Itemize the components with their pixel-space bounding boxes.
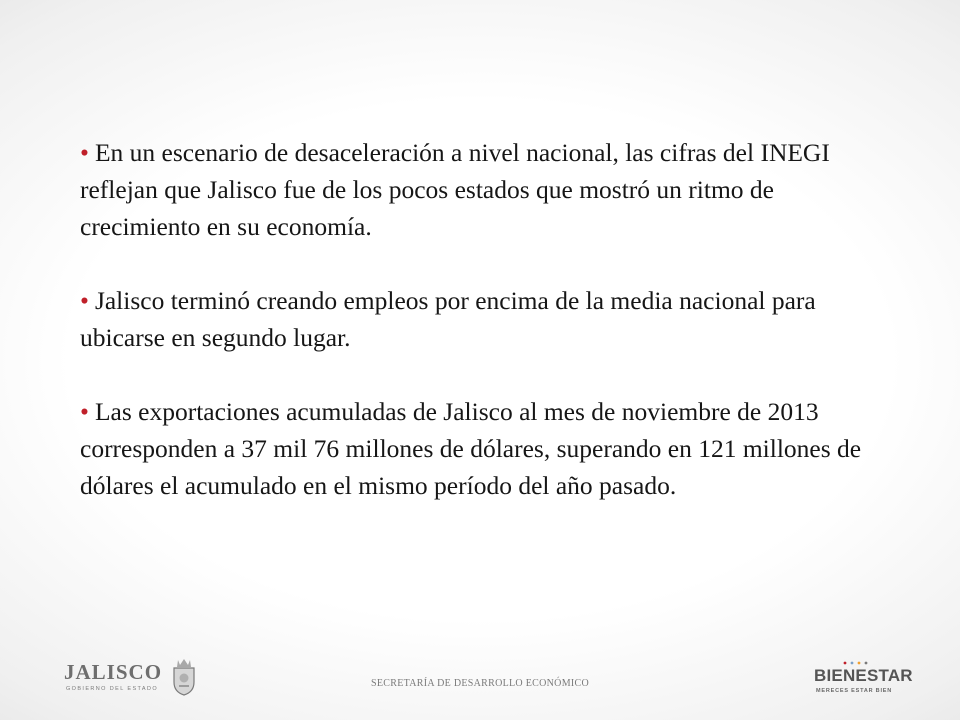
bullet-list [80, 134, 880, 541]
bullet-text: Jalisco terminó creando empleos por encima de la media nacional para ubicarse en segundo lugar. [80, 286, 816, 352]
bullet-item [80, 134, 880, 245]
jalisco-logo-subtitle: GOBIERNO DEL ESTADO [66, 686, 159, 692]
bullet-text: Las exportaciones acumuladas de Jalisco al mes de noviembre de 2013 corresponden a 37 mil 76 millones de dólares, superando en 121 millones de dólares el acumulado en el mismo período del año pasado. [80, 397, 862, 500]
bullet-item [80, 282, 880, 356]
bullet-item [80, 393, 880, 504]
coat-of-arms-icon [170, 656, 198, 696]
footer [0, 648, 960, 710]
bienestar-logo [812, 656, 912, 696]
bienestar-logo-subtitle: MERECES ESTAR BIEN [816, 688, 893, 694]
bullet-marker: • [80, 397, 89, 426]
jalisco-logo-name: JALISCO [64, 660, 163, 684]
bullet-text: En un escenario de desaceleración a nivel nacional, las cifras del INEGI reflejan que Jalisco fue de los pocos estados que mostró un ritmo de crecimiento en su economía. [80, 138, 830, 241]
bienestar-logo-name: BIENESTAR [814, 666, 913, 685]
bullet-marker: • [80, 286, 89, 315]
jalisco-logo [58, 654, 198, 700]
bullet-marker: • [80, 138, 89, 167]
footer-title: SECRETARÍA DE DESARROLLO ECONÓMICO [370, 678, 590, 689]
